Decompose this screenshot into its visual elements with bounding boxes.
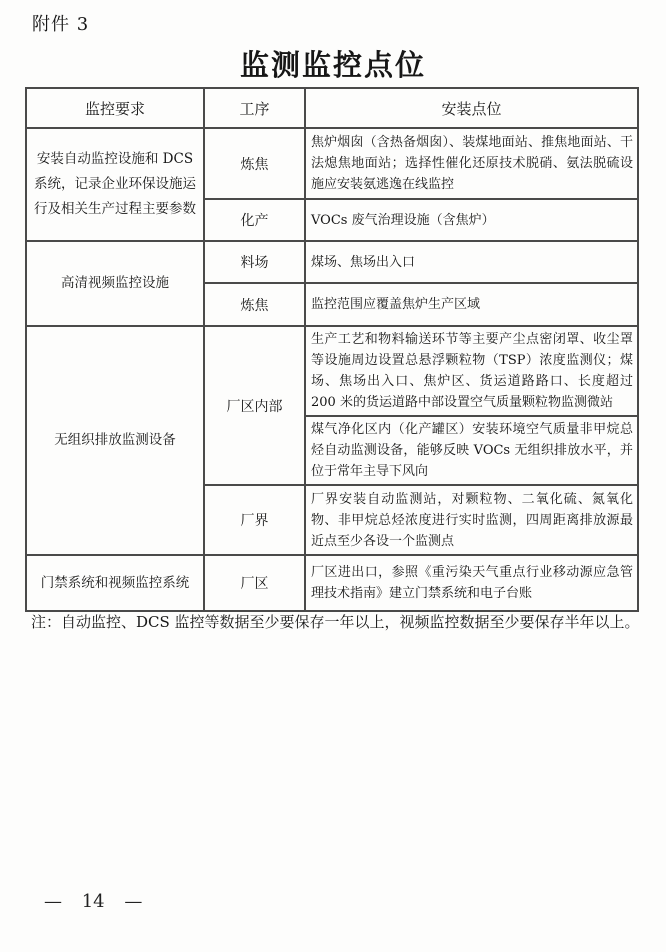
process-cell-chemical: 化产 xyxy=(204,199,305,241)
process-cell-plant-interior: 厂区内部 xyxy=(204,326,305,485)
table-row xyxy=(26,128,638,199)
attachment-label: 附件 3 xyxy=(32,14,90,35)
point-cell-yard-entrances: 煤场、焦场出入口 xyxy=(305,241,638,283)
point-cell-coking-stacks: 焦炉烟囱（含热备烟囱）、装煤地面站、推焦地面站、干法熄焦地面站；选择性催化还原技术脱硝、氨法脱硫设施应安装氨逃逸在线监控 xyxy=(305,128,638,199)
document-title: 监测监控点位 xyxy=(239,48,426,82)
monitoring-points-table xyxy=(25,87,639,612)
point-cell-tsp-monitors: 生产工艺和物料输送环节等主要产尘点密闭罩、收尘罩等设施周边设置总悬浮颗粒物（TSP）浓度监测仪；煤场、焦场出入口、焦炉区、货运道路路口、长度超过 200 米的货运道路中部设置空气质量颗粒物监测微站 xyxy=(305,326,638,416)
process-cell-coking: 炼焦 xyxy=(204,128,305,199)
point-cell-boundary-stations: 厂界安装自动监测站，对颗粒物、二氧化硫、氮氧化物、非甲烷总烃浓度进行实时监测，四周距离排放源最近点至少各设一个监测点 xyxy=(305,485,638,555)
page-number: — 14 — xyxy=(44,891,143,912)
table-row xyxy=(26,555,638,611)
process-cell-stockyard: 料场 xyxy=(204,241,305,283)
table-header-row xyxy=(26,88,638,128)
process-cell-plant-boundary: 厂界 xyxy=(204,485,305,555)
header-process: 工序 xyxy=(204,88,305,128)
header-requirement: 监控要求 xyxy=(26,88,204,128)
point-cell-vocs-facility: VOCs 废气治理设施（含焦炉） xyxy=(305,199,638,241)
process-cell-coking-2: 炼焦 xyxy=(204,283,305,326)
table-row xyxy=(26,326,638,416)
process-cell-plant-area: 厂区 xyxy=(204,555,305,611)
requirement-cell-fugitive: 无组织排放监测设备 xyxy=(26,326,204,555)
point-cell-gate-ledger: 厂区进出口，参照《重污染天气重点行业移动源应急管理技术指南》建立门禁系统和电子台账 xyxy=(305,555,638,611)
header-install-point: 安装点位 xyxy=(305,88,638,128)
requirement-cell-dcs: 安装自动监控设施和 DCS 系统，记录企业环保设施运行及相关生产过程主要参数 xyxy=(26,128,204,241)
table-row xyxy=(26,241,638,283)
requirement-cell-access-control: 门禁系统和视频监控系统 xyxy=(26,555,204,611)
point-cell-coke-oven-area: 监控范围应覆盖焦炉生产区域 xyxy=(305,283,638,326)
requirement-cell-video: 高清视频监控设施 xyxy=(26,241,204,326)
point-cell-nmhc-monitors: 煤气净化区内（化产罐区）安装环境空气质量非甲烷总烃自动监测设备，能够反映 VOCs 无组织排放水平，并位于常年主导下风向 xyxy=(305,416,638,485)
footnote: 注：自动监控、DCS 监控等数据至少要保存一年以上，视频监控数据至少要保存半年以上。 xyxy=(31,613,640,631)
